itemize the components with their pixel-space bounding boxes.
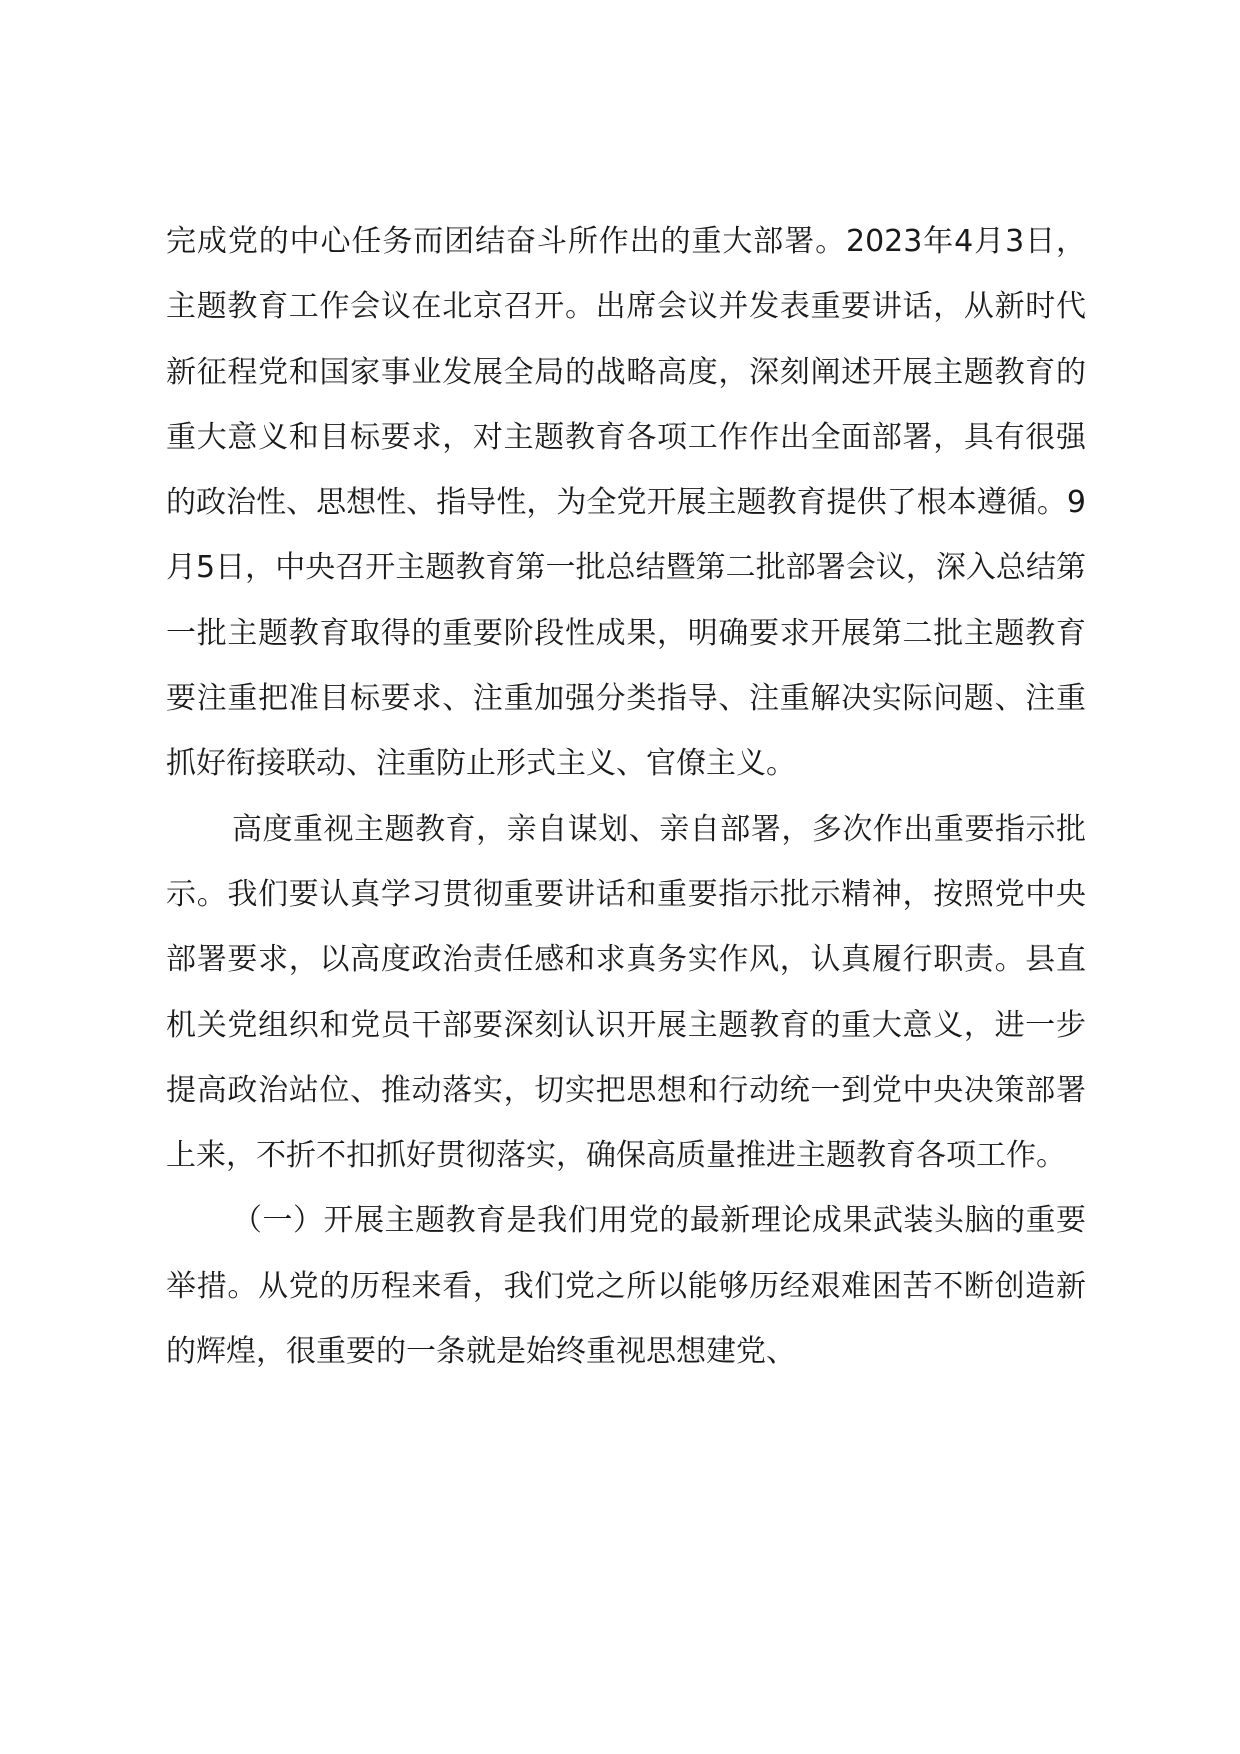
paragraph-continued: 完成党的中心任务而团结奋斗所作出的重大部署。2023年4月3日，主题教育工作会议在北京召开。出席会议并发表重要讲话，从新时代新征程党和国家事业发展全局的战略高度，深刻阐述开展主题教育的重大意义和目标要求，对主题教育各项工作作出全面部署，具有很强的政治性、思想性、指导性，为全党开展主题教育提供了根本遵循。9月5日，中央召开主题教育第一批总结暨第二批部署会议，深入总结第一批主题教育取得的重要阶段性成果，明确要求开展第二批主题教育要注重把准目标要求、注重加强分类指导、注重解决实际问题、注重抓好衔接联动、注重防止形式主义、官僚主义。 — [166, 224, 1086, 782]
paragraph-section-one: （一）开展主题教育是我们用党的最新理论成果武装头脑的重要举措。从党的历程来看，我们党之所以能够历经艰难困苦不断创造新的辉煌，很重要的一条就是始终重视思想建党、 — [166, 1203, 1086, 1370]
document-body — [166, 209, 1086, 1384]
paragraph-importance: 高度重视主题教育，亲自谋划、亲自部署，多次作出重要指示批示。我们要认真学习贯彻重要讲话和重要指示批示精神，按照党中央部署要求，以高度政治责任感和求真务实作风，认真履行职责。县直机关党组织和党员干部要深刻认识开展主题教育的重大意义，进一步提高政治站位、推动落实，切实把思想和行动统一到党中央决策部署上来，不折不扣抓好贯彻落实，确保高质量推进主题教育各项工作。 — [166, 811, 1086, 1174]
